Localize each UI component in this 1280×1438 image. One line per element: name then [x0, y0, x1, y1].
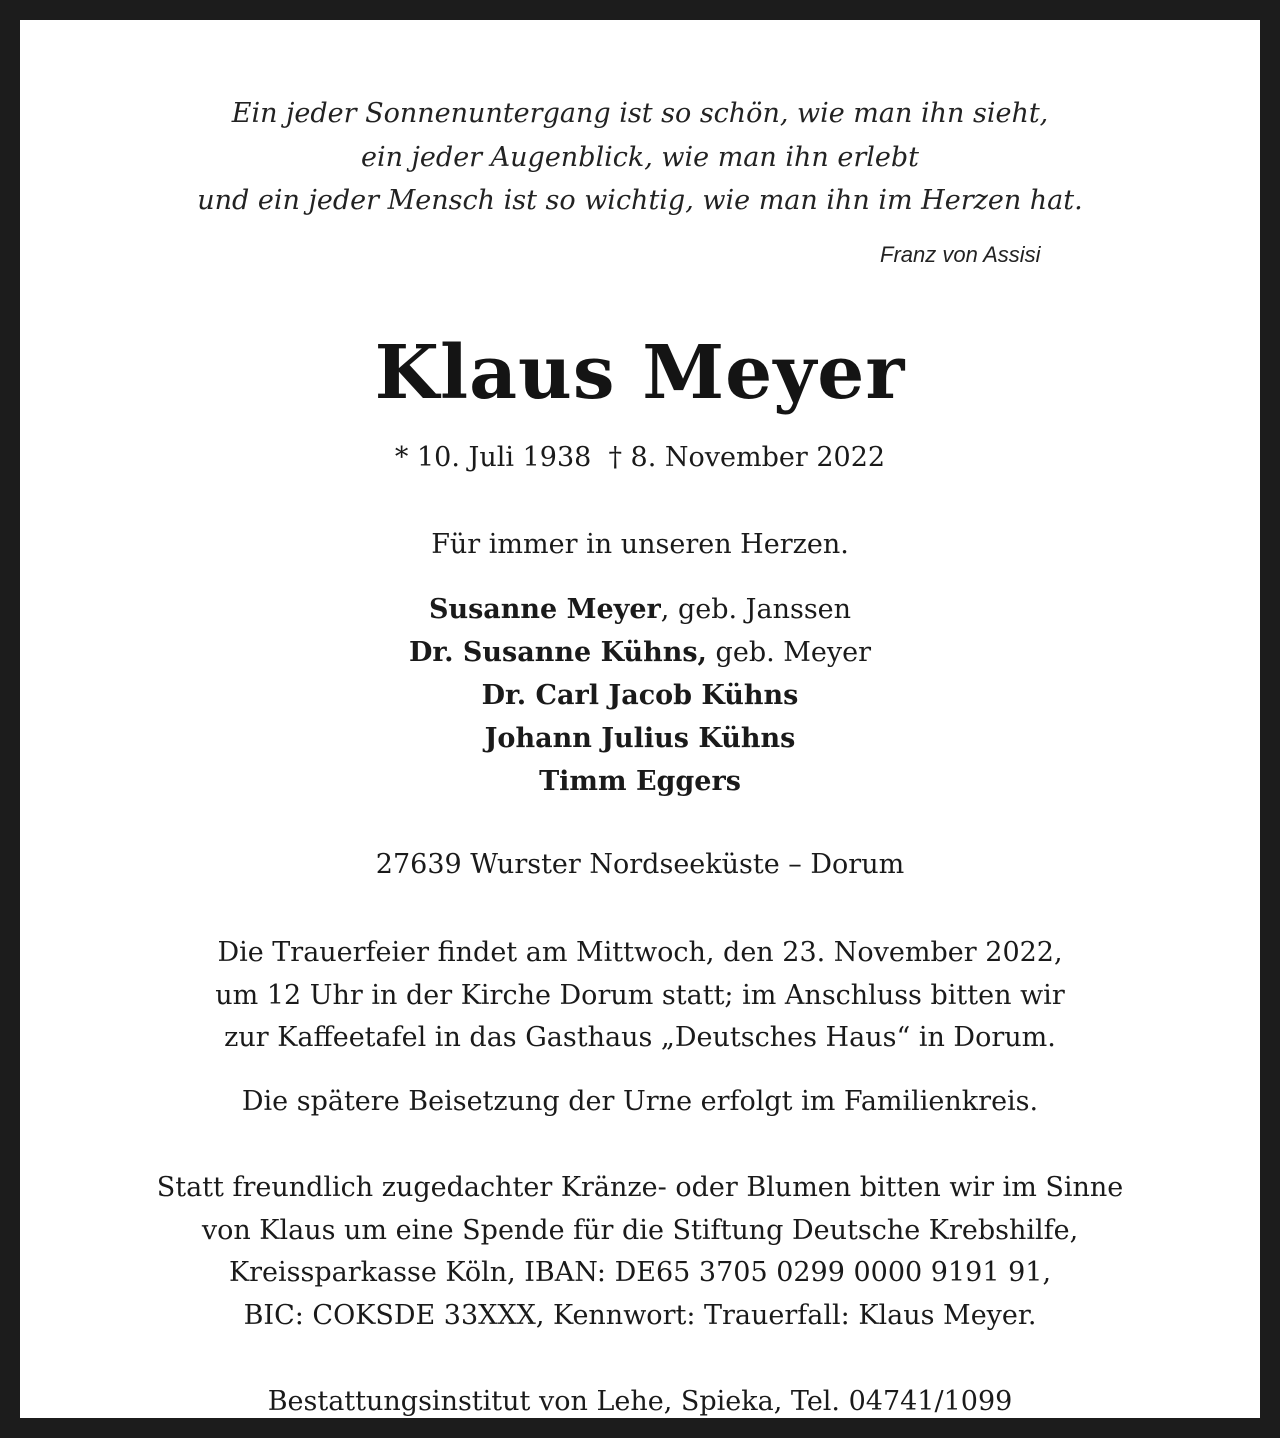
- donation-line: Kreissparkasse Köln, IBAN: DE65 3705 0299 0000 9191 91,: [228, 1257, 1052, 1288]
- ceremony-line: zur Kaffeetafel in das Gasthaus „Deutsches Haus“ in Dorum.: [224, 1022, 1056, 1053]
- mourner: [20, 588, 1260, 631]
- ceremony-line: Die Trauerfeier findet am Mittwoch, den 23. November 2022,: [217, 937, 1063, 968]
- mourner: [20, 674, 1260, 717]
- quote-block: [20, 92, 1260, 223]
- mourner-name: Dr. Carl Jacob Kühns: [481, 680, 799, 711]
- mourner-suffix: geb. Meyer: [706, 637, 872, 668]
- donation-info: [20, 1167, 1260, 1337]
- quote-line: ein jeder Augenblick, wie man ihn erlebt: [360, 141, 920, 173]
- quote-author: Franz von Assisi: [880, 242, 1041, 267]
- quote-line: und ein jeder Mensch ist so wichtig, wie man ihn im Herzen hat.: [197, 185, 1083, 216]
- family-address: 27639 Wurster Nordseeküste – Dorum: [375, 849, 905, 880]
- ceremony-line: um 12 Uhr in der Kirche Dorum statt; im Anschluss bitten wir: [215, 979, 1065, 1011]
- motto: Für immer in unseren Herzen.: [431, 529, 849, 560]
- mourner-name: Timm Eggers: [539, 766, 741, 797]
- mourner: [20, 717, 1260, 760]
- mourner: [20, 760, 1260, 803]
- donation-line: BIC: COKSDE 33XXX, Kennwort: Trauerfall: Klaus Meyer.: [243, 1299, 1037, 1331]
- donation-line: von Klaus um eine Spende für die Stiftung Deutsche Krebshilfe,: [201, 1214, 1079, 1246]
- mourner: [20, 631, 1260, 674]
- ceremony-info: [20, 932, 1260, 1060]
- donation-line: Statt freundlich zugedachter Kränze- oder Blumen bitten wir im Sinne: [156, 1172, 1124, 1203]
- life-dates: * 10. Juli 1938 † 8. November 2022: [394, 442, 886, 473]
- mourner-name: Susanne Meyer: [428, 594, 661, 625]
- deceased-name: Klaus Meyer: [374, 330, 906, 416]
- urn-burial-info: Die spätere Beisetzung der Urne erfolgt im Familienkreis.: [241, 1086, 1039, 1117]
- mourner-name: Dr. Susanne Kühns,: [408, 637, 707, 668]
- funeral-home: Bestattungsinstitut von Lehe, Spieka, Tel. 04741/1099: [267, 1386, 1013, 1417]
- mourner-suffix: , geb. Janssen: [660, 594, 852, 625]
- quote-line: Ein jeder Sonnenuntergang ist so schön, wie man ihn sieht,: [231, 98, 1049, 129]
- mourners-list: [20, 588, 1260, 803]
- mourner-name: Johann Julius Kühns: [484, 723, 796, 754]
